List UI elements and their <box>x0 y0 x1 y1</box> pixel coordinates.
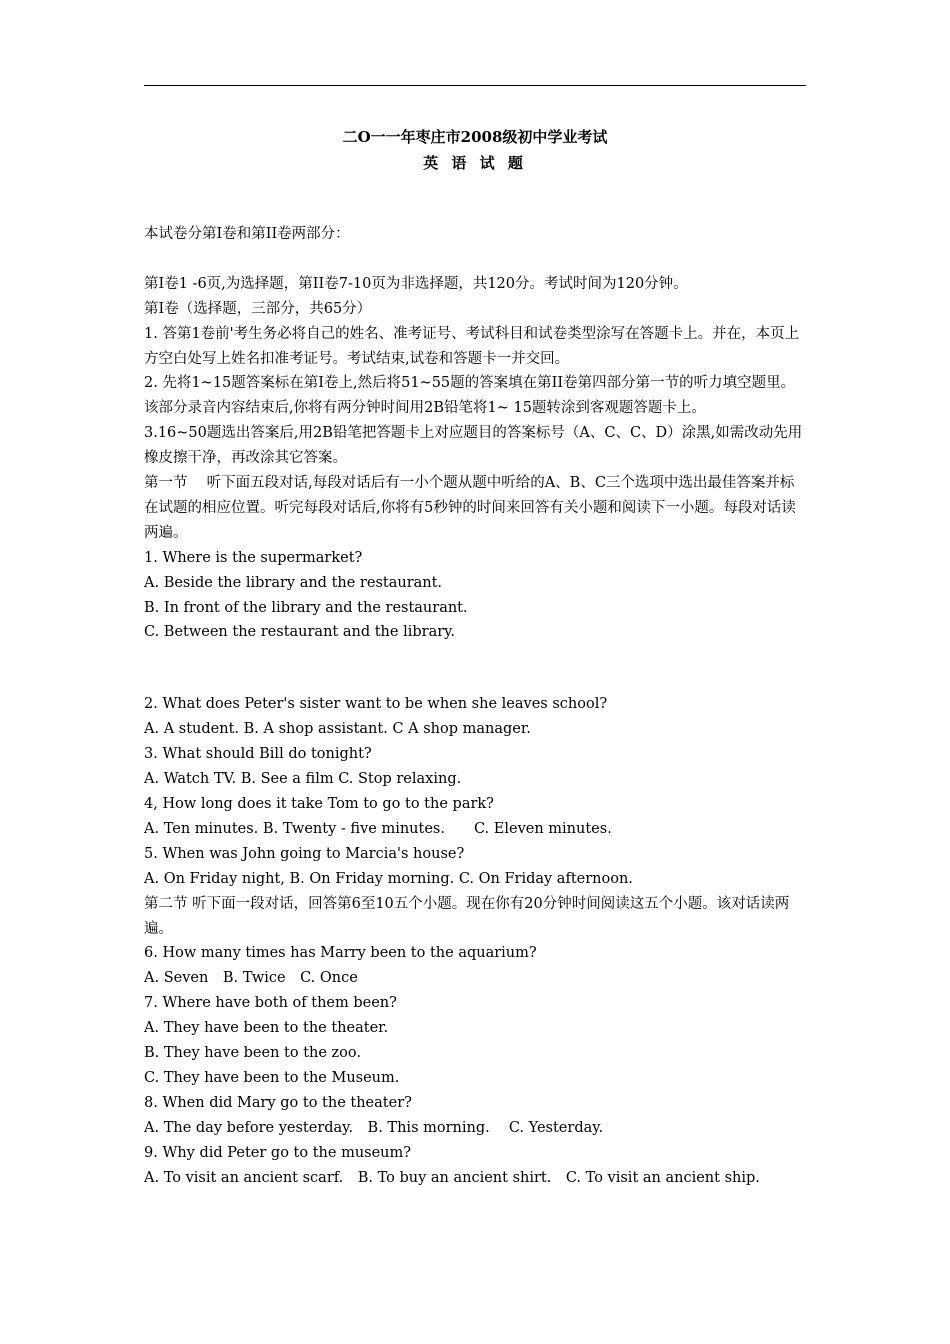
intro-pages: 第I卷1 -6页,为选择题，第II卷7-10页为非选择题，共120分。考试时间为120分钟。 <box>144 275 688 292</box>
intro-parts: 本试卷分第I卷和第II卷两部分： <box>144 226 350 242</box>
question-8-options: A. The day before yesterday. B. This morning. C. Yesterday. <box>144 1119 604 1136</box>
document-body <box>144 222 806 1191</box>
question-1-option-c: C. Between the restaurant and the library. <box>144 624 456 641</box>
question-7-option-b: B. They have been to the zoo. <box>144 1045 361 1062</box>
question-7: 7. Where have both of them been? <box>144 995 397 1012</box>
instruction-note-3: 3.16~50题选出答案后,用2B铅笔把答题卡上对应题目的答案标号（A、C、C、D）涂黑,如需改动先用橡皮擦干净，再改涂其它答案。 <box>144 425 803 467</box>
question-7-option-a: A. They have been to the theater. <box>144 1020 389 1037</box>
question-6: 6. How many times has Marry been to the aquarium? <box>144 945 537 962</box>
question-3: 3. What should Bill do tonight? <box>144 746 372 763</box>
question-1: 1. Where is the supermarket? <box>144 549 363 566</box>
section2-intro: 第二节 听下面一段对话，回答第6至10五个小题。现在你有20分钟时间阅读这五个小题。该对话读两遍。 <box>144 895 790 937</box>
exam-subtitle: 英 语 试 题 <box>423 154 527 172</box>
section1-intro: 第一节 听下面五段对话,每段对话后有一小个题从题中听给的A、B、C三个选项中选出最佳答案并标在试题的相应位置。听完每段对话后,你将有5秒钟的时间来回答有关小题和阅读下一小题。每段对话读两遍。 <box>144 475 796 541</box>
question-4-options: A. Ten minutes. B. Twenty - five minutes. C. Eleven minutes. <box>144 820 612 837</box>
exam-title: 二O一一年枣庄市2008级初中学业考试 <box>342 128 608 146</box>
question-8: 8. When did Mary go to the theater? <box>144 1094 412 1111</box>
question-2: 2. What does Peter's sister want to be when she leaves school? <box>144 696 608 713</box>
question-2-options: A. A student. B. A shop assistant. C A shop manager. <box>144 721 531 738</box>
question-9: 9. Why did Peter go to the museum? <box>144 1144 412 1161</box>
header-rule <box>144 85 806 86</box>
question-5-options: A. On Friday night, B. On Friday morning. C. On Friday afternoon. <box>144 870 633 887</box>
question-5: 5. When was John going to Marcia's house? <box>144 845 465 862</box>
question-6-options: A. Seven B. Twice C. Once <box>144 970 358 987</box>
question-7-option-c: C. They have been to the Museum. <box>144 1069 400 1086</box>
instruction-note-1: 1. 答第1卷前'考生务必将自己的姓名、准考证号、考试科目和试卷类型涂写在答题卡上。并在，本页上方空白处写上姓名扣准考证号。考试结束,试卷和答题卡一并交回。 <box>144 325 800 367</box>
question-4: 4, How long does it take Tom to go to the park? <box>144 796 494 813</box>
spacer <box>144 645 806 692</box>
question-9-options: A. To visit an ancient scarf. B. To buy an ancient shirt. C. To visit an ancient ship. <box>144 1169 760 1186</box>
question-1-option-a: A. Beside the library and the restaurant. <box>144 574 443 591</box>
spacer <box>144 247 806 272</box>
intro-volume1: 第I卷（选择题，三部分，共65分） <box>144 300 372 317</box>
instruction-note-2: 2. 先将1~15题答案标在第I卷上,然后将51~55题的答案填在第II卷第四部分第一节的听力填空题里。该部分录音内容结束后,你将有两分钟时间用2B铅笔将1~ 15题转涂到客观题答题卡上。 <box>144 375 796 417</box>
question-3-options: A. Watch TV. B. See a film C. Stop relaxing. <box>144 771 462 788</box>
question-1-option-b: B. In front of the library and the restaurant. <box>144 599 468 616</box>
